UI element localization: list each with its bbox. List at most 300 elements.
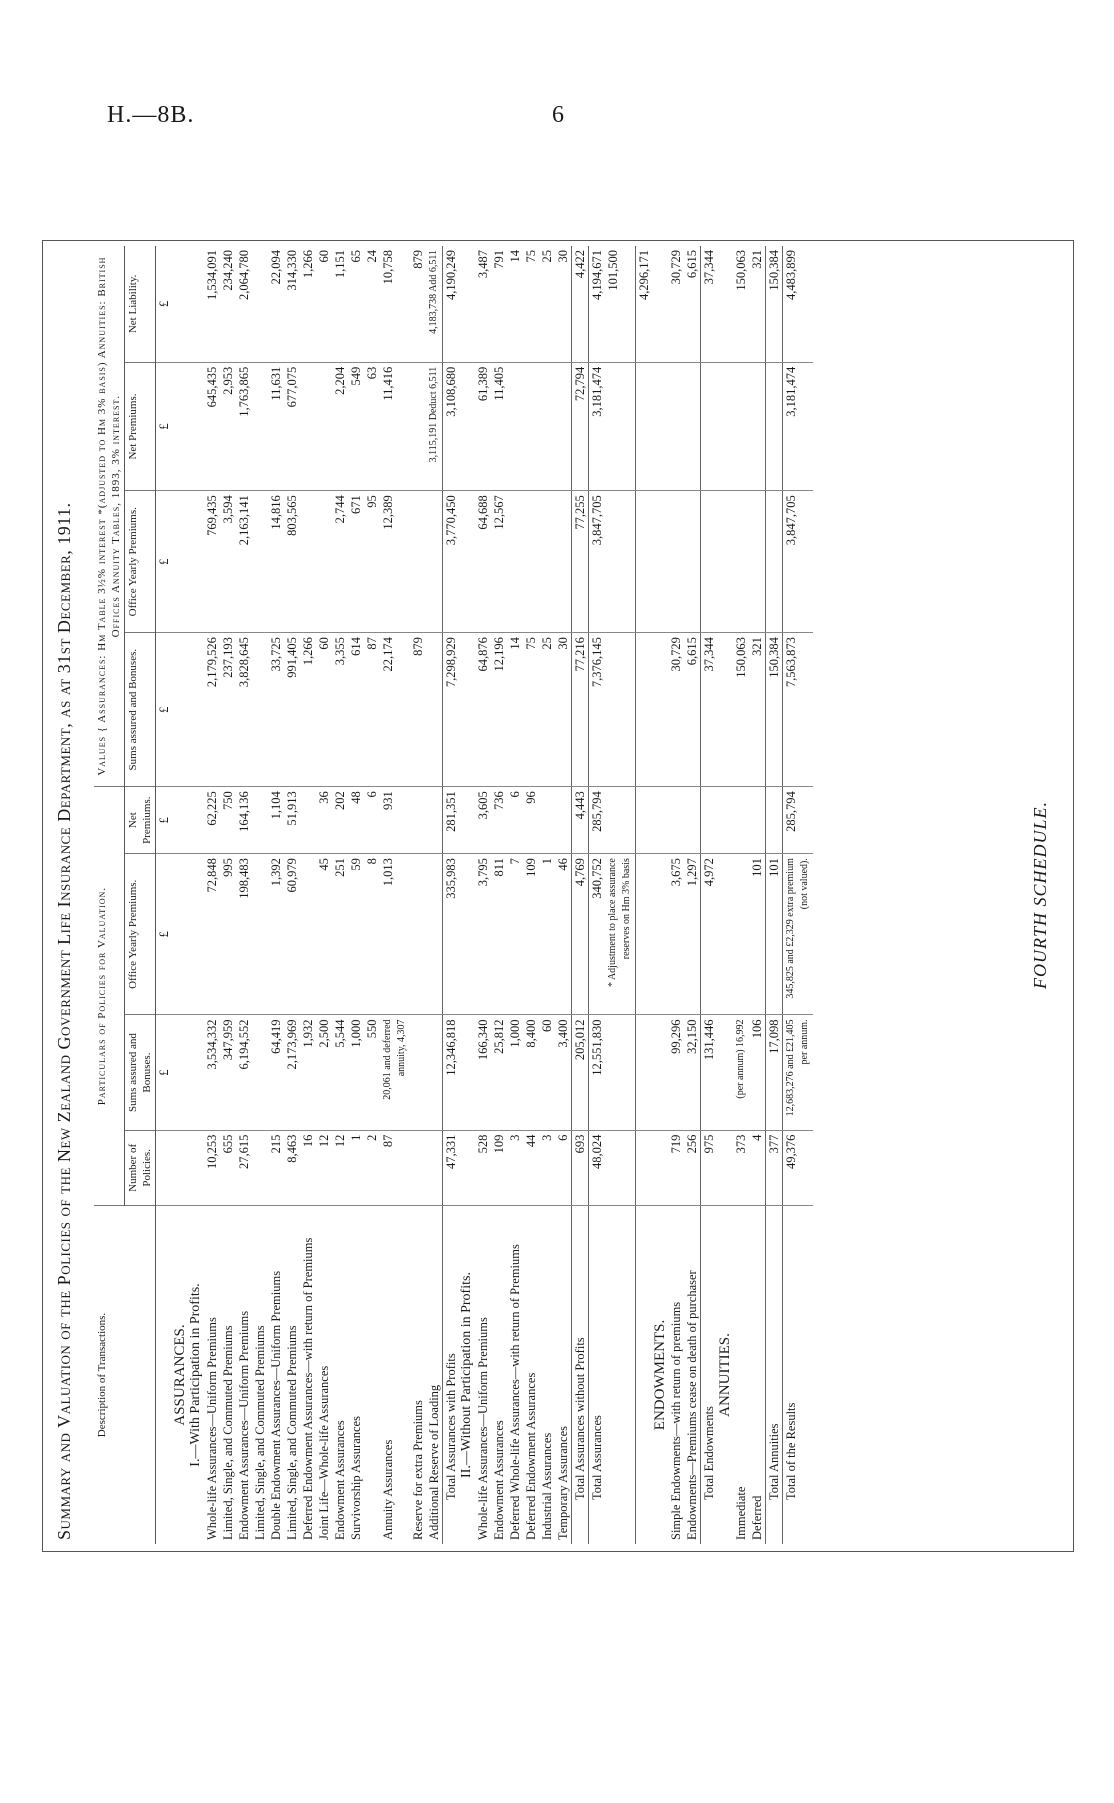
table-row <box>300 246 316 1544</box>
row-description: Additional Reserve of Loading <box>427 1384 441 1540</box>
cell-value <box>749 787 766 854</box>
column-header: Office Yearly Premiums. <box>125 854 156 1015</box>
row-description: Deferred Whole-life Assurances—with return of Premiums <box>508 1244 522 1540</box>
cell-value: 11,405 <box>491 362 507 491</box>
cell-value <box>300 854 316 1015</box>
cell-value: 27,615 <box>236 1130 252 1205</box>
cell-value: 25,812 <box>491 1015 507 1130</box>
cell-value: 48,024 <box>589 1130 606 1205</box>
cell-value: 3,847,705 <box>783 491 814 633</box>
table-row <box>204 246 220 1544</box>
cell-value: 3,847,705 <box>589 491 606 633</box>
cell-value: 22,174 <box>380 633 410 787</box>
cell-value: 37,344 <box>701 633 718 787</box>
cell-value: 6 <box>507 787 523 854</box>
cell-value: 6 <box>555 1130 572 1205</box>
cell-value: 11,416 <box>380 362 410 491</box>
cell-value: 4,769 <box>572 854 589 1015</box>
table-row <box>668 246 684 1544</box>
table-row <box>539 246 555 1544</box>
cell-value <box>555 787 572 854</box>
cell-value: 3,828,645 <box>236 633 252 787</box>
cell-value: 12 <box>316 1130 332 1205</box>
cell-value: 671 <box>348 491 364 633</box>
cell-value: 5,544 <box>332 1015 348 1130</box>
cell-value: 1,534,091 <box>204 246 220 362</box>
cell-value <box>252 787 268 854</box>
row-description: Deferred <box>750 1495 764 1540</box>
row-description: Deferred Endowment Assurances <box>524 1372 538 1540</box>
col-description: Description of Transactions. <box>94 1206 156 1545</box>
cell-value: 14,816 <box>268 491 284 633</box>
cell-value <box>426 633 443 787</box>
cell-value: 106 <box>749 1015 766 1130</box>
cell-value: 4,190,249 <box>443 246 460 362</box>
row-description: Endowment Assurances <box>492 1420 506 1540</box>
row-description: Limited, Single, and Commuted Premiums <box>285 1325 299 1540</box>
table-row <box>443 246 460 1544</box>
unit-symbol: £ <box>156 633 173 787</box>
cell-value: 2,500 <box>316 1015 332 1130</box>
cell-value: 1,266 <box>300 633 316 787</box>
column-header: Sums assured and Bonuses. <box>125 633 156 787</box>
cell-value: 12,196 <box>491 633 507 787</box>
section-heading: II.—Without Participation in Profits. <box>459 1272 474 1478</box>
cell-value: 1,104 <box>268 787 284 854</box>
cell-value: 4,296,171 <box>636 246 653 362</box>
cell-value <box>252 246 268 362</box>
cell-value: 60 <box>539 1015 555 1130</box>
table-row <box>348 246 364 1544</box>
cell-value: 12,346,818 <box>443 1015 460 1130</box>
cell-value: 1,932 <box>300 1015 316 1130</box>
cell-value: 791 <box>491 246 507 362</box>
cell-value: 879 <box>410 633 426 787</box>
cell-value: 7 <box>507 854 523 1015</box>
cell-value: 205,012 <box>572 1015 589 1130</box>
table-row <box>701 246 718 1544</box>
cell-value <box>766 491 783 633</box>
row-description: Annuity Assurances <box>381 1439 395 1540</box>
cell-value: 99,296 <box>668 1015 684 1130</box>
cell-value: 285,794 <box>589 787 606 854</box>
cell-value: 335,983 <box>443 854 460 1015</box>
cell-value: 3,115,191 Deduct 6,511 <box>426 362 443 491</box>
table-row <box>268 246 284 1544</box>
cell-value <box>684 787 701 854</box>
cell-value <box>636 787 653 854</box>
cell-value: 3,400 <box>555 1015 572 1130</box>
cell-value: 549 <box>348 362 364 491</box>
cell-value <box>410 362 426 491</box>
cell-value: 72,794 <box>572 362 589 491</box>
cell-value <box>733 362 749 491</box>
cell-value <box>300 491 316 633</box>
cell-value: 769,435 <box>204 491 220 633</box>
group-particulars: Particulars of Policies for Valuation. <box>94 787 125 1206</box>
cell-value: 75 <box>523 246 539 362</box>
unit-symbol: £ <box>156 1015 173 1130</box>
cell-value: 10,253 <box>204 1130 220 1205</box>
cell-value: 59 <box>348 854 364 1015</box>
cell-value: 30 <box>555 633 572 787</box>
cell-value: 991,405 <box>284 633 300 787</box>
row-description: Total Annuities <box>766 1206 783 1545</box>
unit-symbol: £ <box>156 362 173 491</box>
cell-value <box>605 362 636 491</box>
cell-value: 7,298,929 <box>443 633 460 787</box>
cell-value: 347,959 <box>220 1015 236 1130</box>
cell-value: 46 <box>555 854 572 1015</box>
cell-value <box>733 491 749 633</box>
cell-value: 3 <box>507 1130 523 1205</box>
cell-value <box>668 787 684 854</box>
cell-value: 3,534,332 <box>204 1015 220 1130</box>
cell-value <box>426 1015 443 1130</box>
cell-value <box>410 1015 426 1130</box>
cell-value <box>636 854 653 1015</box>
column-header: Sums assured and Bonuses. <box>125 1015 156 1130</box>
cell-value <box>426 1130 443 1205</box>
cell-value <box>605 491 636 633</box>
cell-value: 1,000 <box>348 1015 364 1130</box>
cell-value <box>749 362 766 491</box>
cell-value: 995 <box>220 854 236 1015</box>
row-description: Survivorship Assurances <box>349 1416 363 1540</box>
cell-value <box>426 854 443 1015</box>
row-description: Total of the Results <box>783 1206 814 1545</box>
cell-value: 2,953 <box>220 362 236 491</box>
cell-value: 87 <box>380 1130 410 1205</box>
cell-value: 3 <box>539 1130 555 1205</box>
row-description: Reserve for extra Premiums <box>411 1400 425 1540</box>
cell-value <box>426 787 443 854</box>
cell-value: 693 <box>572 1130 589 1205</box>
cell-value <box>252 854 268 1015</box>
cell-value: 655 <box>220 1130 236 1205</box>
unit-symbol: £ <box>156 491 173 633</box>
cell-value <box>605 1015 636 1130</box>
cell-value: 3,181,474 <box>589 362 606 491</box>
cell-value: 377 <box>766 1130 783 1205</box>
cell-value: 345,825 and £2,329 extra premium (not valued). <box>783 854 814 1015</box>
cell-value <box>252 1015 268 1130</box>
cell-value <box>733 787 749 854</box>
cell-value: 3,770,450 <box>443 491 460 633</box>
cell-value: 101 <box>749 854 766 1015</box>
cell-value <box>701 491 718 633</box>
cell-value <box>539 787 555 854</box>
cell-value: 340,752 <box>589 854 606 1015</box>
cell-value: 47,331 <box>443 1130 460 1205</box>
cell-value: 2,204 <box>332 362 348 491</box>
cell-value: 528 <box>475 1130 491 1205</box>
cell-value: 803,565 <box>284 491 300 633</box>
cell-value: 25 <box>539 246 555 362</box>
row-description: Whole-life Assurances—Uniform Premiums <box>205 1317 219 1540</box>
cell-value: 234,240 <box>220 246 236 362</box>
cell-value: 3,108,680 <box>443 362 460 491</box>
cell-value: 373 <box>733 1130 749 1205</box>
table-row <box>332 246 348 1544</box>
cell-value: 12,551,830 <box>589 1015 606 1130</box>
table-row <box>284 246 300 1544</box>
cell-value: 109 <box>491 1130 507 1205</box>
cell-value: 61,389 <box>475 362 491 491</box>
unit-symbol: £ <box>156 246 173 362</box>
table-row <box>555 246 572 1544</box>
cell-value <box>555 362 572 491</box>
cell-value: 101,500 <box>605 246 636 362</box>
row-description: Total Endowments <box>701 1206 718 1545</box>
cell-value <box>523 491 539 633</box>
cell-value: 1,000 <box>507 1015 523 1130</box>
cell-value <box>523 362 539 491</box>
cell-value: 1,151 <box>332 246 348 362</box>
cell-value: 614 <box>348 633 364 787</box>
cell-value <box>684 491 701 633</box>
table-row <box>749 246 766 1544</box>
row-description: Deferred Endowment Assurances—with return of Premiums <box>301 1237 315 1540</box>
cell-value: 109 <box>523 854 539 1015</box>
cell-value <box>701 787 718 854</box>
cell-value: 4,194,671 <box>589 246 606 362</box>
cell-value: 63 <box>364 362 380 491</box>
cell-value <box>507 362 523 491</box>
cell-value: 3,795 <box>475 854 491 1015</box>
table-row <box>766 246 783 1544</box>
cell-value <box>316 491 332 633</box>
cell-value: 4,422 <box>572 246 589 362</box>
cell-value: 75 <box>523 633 539 787</box>
cell-value: 7,563,873 <box>783 633 814 787</box>
cell-value <box>252 362 268 491</box>
section-heading: ANNUITIES. <box>717 1333 733 1417</box>
cell-value: 198,483 <box>236 854 252 1015</box>
row-description: Endowment Assurances—Uniform Premiums <box>237 1310 251 1540</box>
cell-value <box>252 491 268 633</box>
cell-value: 281,351 <box>443 787 460 854</box>
cell-value: 87 <box>364 633 380 787</box>
column-header: Office Yearly Premiums. <box>125 491 156 633</box>
cell-value <box>300 787 316 854</box>
cell-value: 64,876 <box>475 633 491 787</box>
cell-value: 96 <box>523 787 539 854</box>
table-row <box>507 246 523 1544</box>
cell-value: 166,340 <box>475 1015 491 1130</box>
cell-value: 1,013 <box>380 854 410 1015</box>
cell-value: 33,725 <box>268 633 284 787</box>
cell-value: 1 <box>348 1130 364 1205</box>
cell-value: 285,794 <box>783 787 814 854</box>
cell-value <box>636 1015 653 1130</box>
cell-value: 1 <box>539 854 555 1015</box>
cell-value <box>766 362 783 491</box>
cell-value: 30 <box>555 246 572 362</box>
cell-value: 3,181,474 <box>783 362 814 491</box>
table-row <box>684 246 701 1544</box>
section-heading: ASSURANCES. <box>172 1324 188 1426</box>
table-row <box>316 246 332 1544</box>
table-row <box>605 246 636 1544</box>
cell-value: 202 <box>332 787 348 854</box>
table-row <box>589 246 606 1544</box>
table-row <box>380 246 410 1544</box>
column-header: Net Premiums. <box>125 787 156 854</box>
cell-value: * Adjustment to place assurance reserves on Hm 3% basis <box>605 854 636 1015</box>
cell-value: 3,594 <box>220 491 236 633</box>
cell-value: 677,075 <box>284 362 300 491</box>
table-row <box>491 246 507 1544</box>
cell-value: 12 <box>332 1130 348 1205</box>
cell-value <box>410 787 426 854</box>
cell-value: 2,163,141 <box>236 491 252 633</box>
rotated-schedule <box>42 240 1072 1550</box>
table-row <box>636 246 653 1544</box>
table-row <box>572 246 589 1544</box>
cell-value: 8,400 <box>523 1015 539 1130</box>
cell-value: 14 <box>507 633 523 787</box>
cell-value <box>426 491 443 633</box>
schedule-title: Summary and Valuation of the Policies of the New Zealand Government Life Insurance Department, as at 31st December, 1911. <box>54 502 74 1540</box>
row-description <box>605 1206 636 1545</box>
cell-value: 64,419 <box>268 1015 284 1130</box>
row-description: Double Endowment Assurances—Uniform Premiums <box>269 1270 283 1540</box>
section-heading: I.—With Participation in Profits. <box>188 1283 203 1467</box>
cell-value: 36 <box>316 787 332 854</box>
cell-value <box>539 362 555 491</box>
cell-value: 237,193 <box>220 633 236 787</box>
cell-value <box>300 362 316 491</box>
cell-value: 750 <box>220 787 236 854</box>
cell-value: 879 <box>410 246 426 362</box>
row-description: Simple Endowments—with return of premiums <box>669 1301 683 1540</box>
cell-value: 6,194,552 <box>236 1015 252 1130</box>
table-row <box>410 246 426 1544</box>
cell-value: 2,744 <box>332 491 348 633</box>
cell-value <box>684 362 701 491</box>
row-description: Limited, Single, and Commuted Premiums <box>221 1325 235 1540</box>
cell-value: 37,344 <box>701 246 718 362</box>
row-description: Temporary Assurances <box>556 1425 570 1540</box>
cell-value: 4,483,899 <box>783 246 814 362</box>
row-description: Total Assurances with Profits <box>443 1206 460 1545</box>
cell-value: 8,463 <box>284 1130 300 1205</box>
cell-value: 24 <box>364 246 380 362</box>
cell-value: 60 <box>316 633 332 787</box>
cell-value: 131,446 <box>701 1015 718 1130</box>
table-row <box>236 246 252 1544</box>
cell-value: 6 <box>364 787 380 854</box>
cell-value: 101 <box>766 854 783 1015</box>
schedule-label: FOURTH SCHEDULE. <box>1030 801 1050 990</box>
cell-value: 62,225 <box>204 787 220 854</box>
valuation-table <box>94 246 813 1544</box>
row-description: Endowments—Premiums cease on death of purchaser <box>685 1270 699 1540</box>
row-description: Endowment Assurances <box>333 1420 347 1540</box>
row-description <box>364 1206 380 1545</box>
cell-value: 550 <box>364 1015 380 1130</box>
cell-value: 72,848 <box>204 854 220 1015</box>
cell-value: 30,729 <box>668 246 684 362</box>
cell-value: 25 <box>539 633 555 787</box>
cell-value: 1,392 <box>268 854 284 1015</box>
cell-value: 150,063 <box>733 246 749 362</box>
cell-value: 215 <box>268 1130 284 1205</box>
cell-value: 975 <box>701 1130 718 1205</box>
cell-value <box>766 787 783 854</box>
cell-value: 32,150 <box>684 1015 701 1130</box>
cell-value: 6,615 <box>684 246 701 362</box>
row-description: Total Assurances <box>589 1206 606 1545</box>
cell-value: 4,183,738 Add 6,511 <box>426 246 443 362</box>
cell-value <box>252 633 268 787</box>
cell-value <box>410 854 426 1015</box>
cell-value: 12,389 <box>380 491 410 633</box>
table-row <box>252 246 268 1544</box>
cell-value: 736 <box>491 787 507 854</box>
cell-value <box>636 1130 653 1205</box>
cell-value: 3,605 <box>475 787 491 854</box>
column-header: Net Liability. <box>125 246 156 362</box>
cell-value: 11,631 <box>268 362 284 491</box>
cell-value: 150,384 <box>766 633 783 787</box>
cell-value: 1,266 <box>300 246 316 362</box>
cell-value <box>539 491 555 633</box>
cell-value: 20,061 and deferred annuity, 4,307 <box>380 1015 410 1130</box>
cell-value: 2,173,969 <box>284 1015 300 1130</box>
cell-value: 314,330 <box>284 246 300 362</box>
cell-value <box>252 1130 268 1205</box>
page-number: 6 <box>552 102 565 128</box>
cell-value: 49,376 <box>783 1130 814 1205</box>
table-row <box>220 246 236 1544</box>
column-header: Number of Policies. <box>125 1130 156 1205</box>
table-row <box>733 246 749 1544</box>
section-heading: ENDOWMENTS. <box>652 1319 668 1431</box>
cell-value: 45 <box>316 854 332 1015</box>
cell-value <box>668 491 684 633</box>
cell-value <box>733 854 749 1015</box>
cell-value <box>636 491 653 633</box>
cell-value: 719 <box>668 1130 684 1205</box>
cell-value: 51,913 <box>284 787 300 854</box>
cell-value: 1,763,865 <box>236 362 252 491</box>
cell-value: 16 <box>300 1130 316 1205</box>
table-row <box>783 246 814 1544</box>
cell-value: 30,729 <box>668 633 684 787</box>
cell-value: 256 <box>684 1130 701 1205</box>
cell-value: 77,216 <box>572 633 589 787</box>
cell-value: 77,255 <box>572 491 589 633</box>
cell-value: 150,063 <box>733 633 749 787</box>
cell-value: 7,376,145 <box>589 633 606 787</box>
cell-value <box>701 362 718 491</box>
cell-value: 17,098 <box>766 1015 783 1130</box>
cell-value: 60 <box>316 246 332 362</box>
cell-value <box>605 787 636 854</box>
cell-value: 645,435 <box>204 362 220 491</box>
cell-value: 8 <box>364 854 380 1015</box>
cell-value: (per annum) 16,992 <box>733 1015 749 1130</box>
group-values: Values { Assurances: Hm Table 3½% interest *(adjusted to Hm 3% basis) Annuities: British Offices Annuity Tables, 1893, 3% interest. <box>94 246 125 787</box>
cell-value: 1,297 <box>684 854 701 1015</box>
cell-value: 22,094 <box>268 246 284 362</box>
cell-value: 3,355 <box>332 633 348 787</box>
cell-value: 164,136 <box>236 787 252 854</box>
cell-value <box>605 633 636 787</box>
cell-value: 44 <box>523 1130 539 1205</box>
